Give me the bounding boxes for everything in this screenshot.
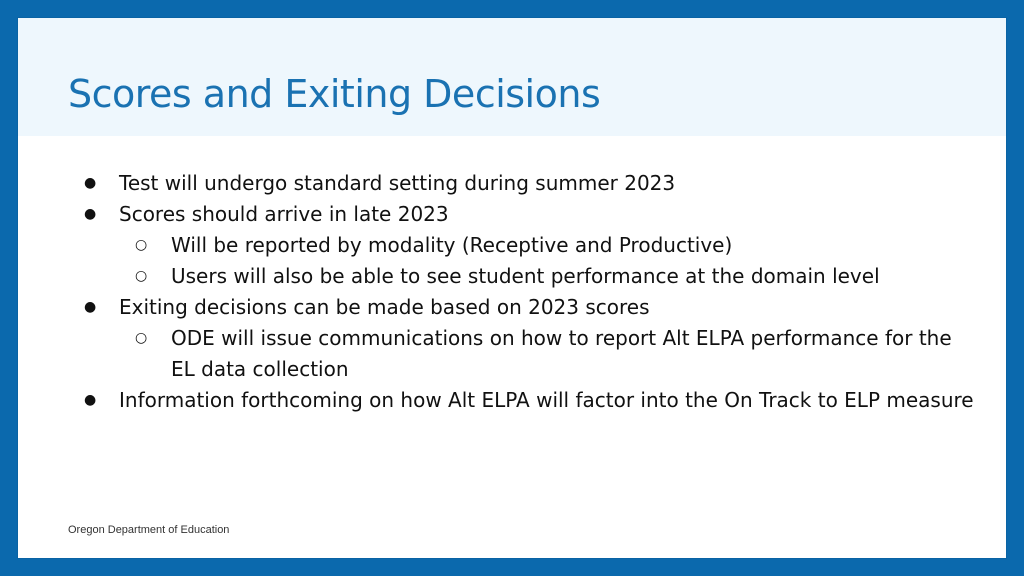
footer-organization: Oregon Department of Education xyxy=(68,524,230,536)
bullet-item xyxy=(78,168,978,199)
bullet-item xyxy=(78,385,978,416)
bullet-marker: ● xyxy=(84,299,97,315)
slide-header xyxy=(18,18,1006,136)
bullet-item xyxy=(78,292,978,385)
bullet-text: Exiting decisions can be made based on 2023 scores xyxy=(119,295,650,319)
sub-bullet-item xyxy=(119,230,978,261)
bullet-text: Information forthcoming on how Alt ELPA will factor into the On Track to ELP measure xyxy=(119,388,974,412)
bullet-marker: ● xyxy=(84,206,97,222)
slide xyxy=(18,18,1006,558)
bullet-marker: ● xyxy=(84,175,97,191)
bullet-text: Test will undergo standard setting during summer 2023 xyxy=(119,171,676,195)
sub-bullet-marker: ○ xyxy=(135,237,148,253)
bullet-item xyxy=(78,199,978,292)
sub-bullet-marker: ○ xyxy=(135,330,148,346)
sub-bullet-text: ODE will issue communications on how to report Alt ELPA performance for the EL data collection xyxy=(171,326,952,381)
bullet-text: Scores should arrive in late 2023 xyxy=(119,202,449,226)
bullet-marker: ● xyxy=(84,392,97,408)
sub-bullet-text: Users will also be able to see student performance at the domain level xyxy=(171,264,880,288)
bullet-list xyxy=(78,168,978,416)
sub-bullet-item xyxy=(119,261,978,292)
slide-title: Scores and Exiting Decisions xyxy=(68,72,601,116)
sub-bullet-text: Will be reported by modality (Receptive and Productive) xyxy=(171,233,733,257)
sub-bullet-item xyxy=(119,323,978,385)
sub-bullet-marker: ○ xyxy=(135,268,148,284)
